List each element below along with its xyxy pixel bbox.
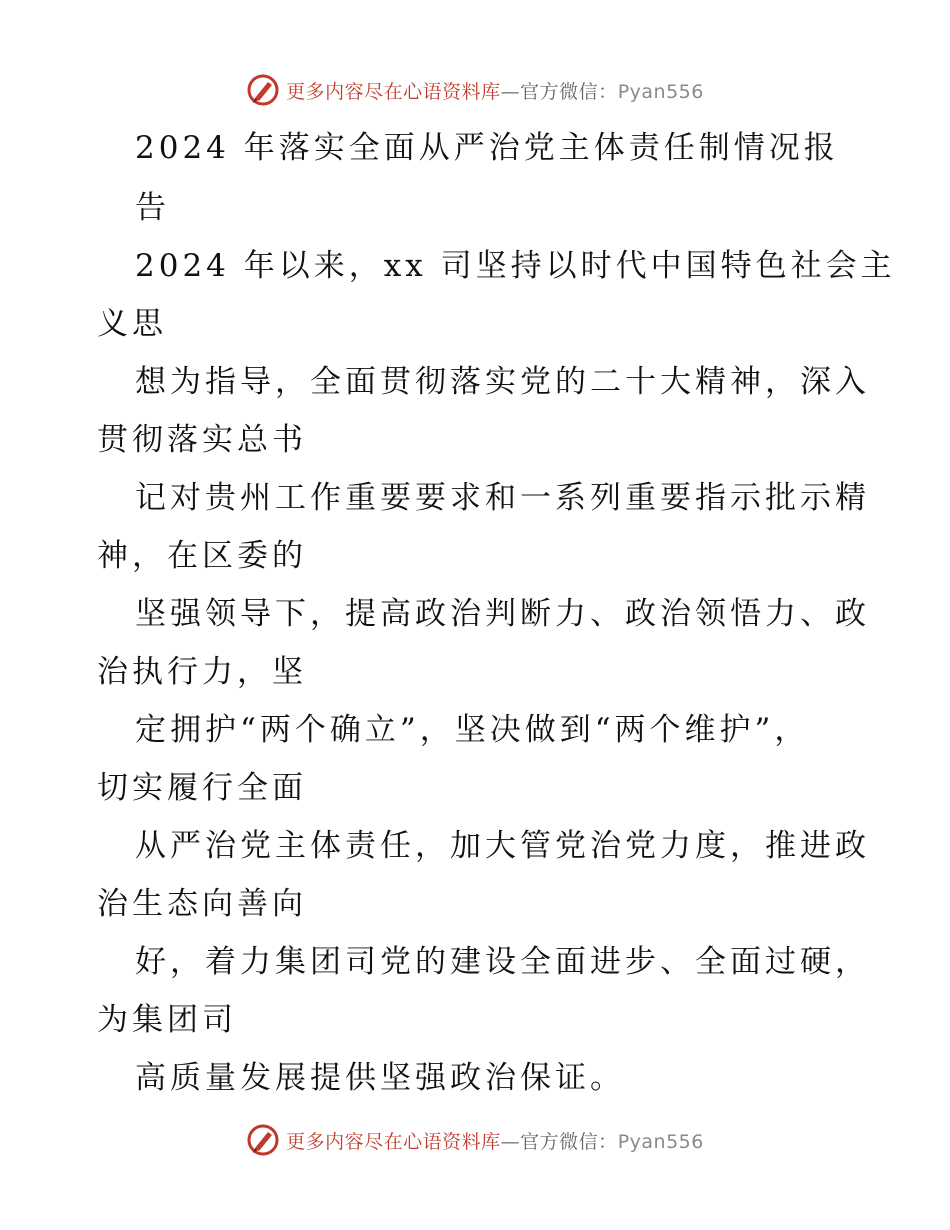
paragraph-line: 坚强领导下，提高政治判断力、政治领悟力、政	[135, 596, 870, 632]
paragraph-line: 好，着力集团司党的建设全面进步、全面过硬，	[135, 944, 870, 980]
pen-logo-icon	[246, 73, 280, 107]
header-banner-text	[286, 77, 704, 104]
paragraph-line: 义思	[97, 306, 167, 342]
paragraph-line: 2024 年以来，xx 司坚持以时代中国特色社会主	[135, 248, 896, 284]
banner-dash: —	[500, 80, 521, 103]
paragraph-line: 贯彻落实总书	[97, 422, 307, 458]
banner-wechat-label: 官方微信：	[520, 80, 618, 103]
paragraph-line: 为集团司	[97, 1002, 237, 1038]
banner-wechat-handle: Pyan556	[617, 80, 704, 103]
banner-wechat-handle: Pyan556	[617, 1130, 704, 1153]
paragraph-line: 切实履行全面	[97, 770, 307, 806]
paragraph-line: 定拥护“两个确立”，坚决做到“两个维护”，	[135, 712, 810, 748]
banner-main-text: 更多内容尽在心语资料库	[286, 80, 501, 103]
footer-banner	[0, 1120, 950, 1160]
paragraph-line: 神，在区委的	[97, 538, 307, 574]
header-banner	[0, 70, 950, 110]
banner-main-text: 更多内容尽在心语资料库	[286, 1130, 501, 1153]
pen-logo-icon	[246, 1123, 280, 1157]
banner-wechat-label: 官方微信：	[520, 1130, 618, 1153]
paragraph-line: 高质量发展提供坚强政治保证。	[135, 1060, 625, 1096]
paragraph-line: 治执行力，坚	[97, 654, 307, 690]
paragraph-line: 治生态向善向	[97, 886, 307, 922]
footer-banner-text	[286, 1127, 704, 1154]
banner-dash: —	[500, 1130, 521, 1153]
document-title-line-2: 告	[135, 190, 170, 226]
paragraph-line: 从严治党主体责任，加大管党治党力度，推进政	[135, 828, 870, 864]
document-title-line-1: 2024 年落实全面从严治党主体责任制情况报	[135, 130, 839, 166]
paragraph-line: 想为指导，全面贯彻落实党的二十大精神，深入	[135, 364, 870, 400]
paragraph-line: 记对贵州工作重要要求和一系列重要指示批示精	[135, 480, 870, 516]
